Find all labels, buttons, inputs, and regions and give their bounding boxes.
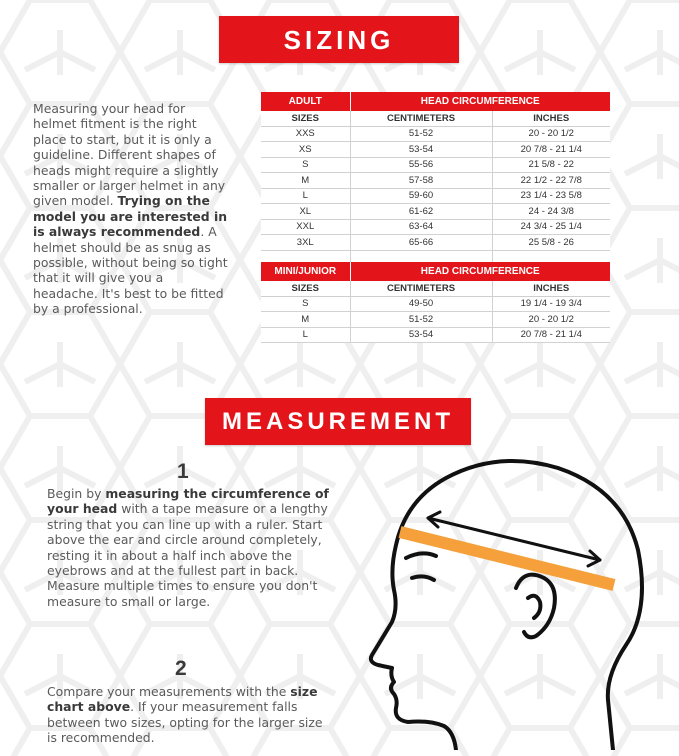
cm-cell: 57-58 [350,173,492,189]
size-cell: L [261,327,350,343]
inch-cell: 24 - 24 3/8 [492,204,610,220]
junior-size-table [261,262,610,343]
spacer-cell [492,250,610,262]
sizing-banner: SIZING [219,16,459,63]
inch-cell: 20 7/8 - 21 1/4 [492,142,610,158]
table-row [261,126,610,142]
size-cell: XXL [261,219,350,235]
column-header-inches: INCHES [492,111,610,126]
column-header-centimeters: CENTIMETERS [350,281,492,296]
step-2-pre: Compare your measurements with the [47,684,291,699]
column-header-sizes: SIZES [261,281,350,296]
table-row [261,204,610,220]
size-cell: M [261,173,350,189]
step-1-bold: measuring the circumference of your head [47,486,329,517]
intro-paragraph [33,101,228,317]
cm-cell: 53-54 [350,142,492,158]
inch-cell: 24 3/4 - 25 1/4 [492,219,610,235]
size-cell: L [261,188,350,204]
column-header-sizes: SIZES [261,111,350,126]
cm-cell: 55-56 [350,157,492,173]
table-row [261,296,610,312]
table-row [261,219,610,235]
size-cell: XL [261,204,350,220]
inch-cell: 21 5/8 - 22 [492,157,610,173]
table-spacer-row [261,250,610,262]
head-profile-icon [368,450,668,750]
eyebrow-line [406,553,436,558]
table-row [261,142,610,158]
step-1-text [47,486,329,609]
intro-text-2: . A helmet should be as snug as possible, without being so tight that it will give you a headache. It's best to be fitted by a professional. [33,224,228,317]
size-cell: XXS [261,126,350,142]
junior-group-header: MINI/JUNIOR [261,262,350,281]
spacer-cell [261,250,350,262]
measurement-banner: MEASUREMENT [205,398,471,445]
inch-cell: 25 5/8 - 26 [492,235,610,251]
step-1-pre: Begin by [47,486,106,501]
cm-cell: 51-52 [350,126,492,142]
inch-cell: 20 - 20 1/2 [492,126,610,142]
size-cell: S [261,296,350,312]
inch-cell: 22 1/2 - 22 7/8 [492,173,610,189]
inch-cell: 20 - 20 1/2 [492,312,610,328]
cm-cell: 49-50 [350,296,492,312]
column-header-inches: INCHES [492,281,610,296]
size-cell: M [261,312,350,328]
inch-cell: 20 7/8 - 21 1/4 [492,327,610,343]
adult-group-header: ADULT [261,92,350,111]
size-cell: S [261,157,350,173]
column-header-centimeters: CENTIMETERS [350,111,492,126]
head-outline [371,461,642,750]
adult-circumference-header: HEAD CIRCUMFERENCE [350,92,610,111]
step-2-text [47,684,329,746]
cm-cell: 65-66 [350,235,492,251]
table-row [261,327,610,343]
ear-outline [516,575,555,638]
table-row [261,235,610,251]
cm-cell: 51-52 [350,312,492,328]
cm-cell: 59-60 [350,188,492,204]
step-2-bold: size chart above [47,684,318,715]
step-2-number: 2 [175,657,187,680]
step-2-post: . If your measurement falls between two sizes, opting for the larger size is recommended. [47,699,323,746]
adult-size-table [261,92,610,262]
cm-cell: 53-54 [350,327,492,343]
cm-cell: 61-62 [350,204,492,220]
table-row [261,157,610,173]
ear-inner [528,596,540,618]
step-1-number: 1 [177,460,189,483]
table-row [261,188,610,204]
intro-text-1: Measuring your head for helmet fitment is the right place to start, but it is only a guideline. Different shapes of heads might require a slightly smaller or larger helmet in any given model. [33,101,226,209]
eye-line [412,576,434,580]
size-cell: 3XL [261,235,350,251]
junior-circumference-header: HEAD CIRCUMFERENCE [350,262,610,281]
table-row [261,312,610,328]
inch-cell: 23 1/4 - 23 5/8 [492,188,610,204]
step-1-post: with a tape measure or a lengthy string that you can line up with a ruler. Start above the ear and circle around completely, resting it in about a half inch above the eyebrows and at the fullest part in back. Measure multiple times to ensure you don't measure to small or large. [47,501,328,609]
table-row [261,173,610,189]
intro-bold-text: Trying on the model you are interested in is always recommended [33,193,228,240]
size-cell: XS [261,142,350,158]
inch-cell: 19 1/4 - 19 3/4 [492,296,610,312]
cm-cell: 63-64 [350,219,492,235]
spacer-cell [350,250,492,262]
